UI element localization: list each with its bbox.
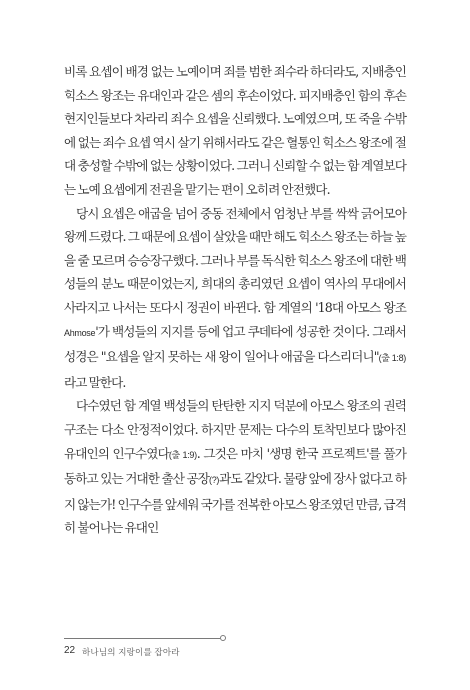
paragraph-1: 비록 요셉이 배경 없는 노예이며 죄를 범한 죄수라 하더라도, 지배층인 힉소스 왕조는 유대인과 같은 셈의 후손이었다. 피지배층인 함의 후손 현지인들보다 차라리 죄수 요셉을 신뢰했다. 노예였으며, 또 죽을 수밖에 없는 죄수 요셉 역시 살기 위해서라도 같은 혈통인 힉소스 왕조에 절대 충성할 수밖에 없는 상황이었다. 그러니 신뢰할 수 없는 함 계열보다는 노예 요셉에게 전권을 맡기는 편이 오히려 안전했다. [64,64,406,197]
paragraph-3-inline-small-1: (출 1:9) [168,449,197,460]
paragraph-3-text-after: . 그것은 마치 '생명 한국 프로젝트'를 풀가동하고 있는 거대한 출산 공장 [64,445,406,487]
footer-divider-end-circle-icon [220,635,226,641]
paragraph-2-text-middle: '가 백성들의 지지를 등에 업고 쿠데타에 성공한 것이다. 그래서 성경은 "요셉을 알지 못하는 새 왕이 일어나 애굽을 다스리더니" [64,323,406,365]
page-footer [64,632,228,662]
paragraph-2-text-before: 당시 요셉은 애굽을 넘어 중동 전체에서 엄청난 부를 싹싹 긁어모아 왕께 드렸다. 그 때문에 요셉이 살았을 때만 해도 힉소스 왕조는 하늘 높을 줄 모르며 승승장구했다. 그러나 부를 독식한 힉소스 왕조에 대한 백성들의 분노 때문이었는지, 희대의 총리였던 요셉이 역사의 무대에서 사라지고 나서는 또다시 정권이 바뀐다. 함 계열의 '18대 아모스 왕조 [64,205,406,315]
paragraph-3-inline-small-2: (?) [209,475,220,486]
body-text [64,60,406,540]
paragraph-2-text-after: 라고 말한다. [64,374,126,390]
footer-divider [64,638,220,639]
running-book-title: 하나님의 지랑이를 잡아라 [82,647,180,657]
paragraph-2-inline-small-1: Ahmose [64,327,96,338]
paragraph-3-text-before: 다수였던 함 계열 백성들의 탄탄한 지지 덕분에 아모스 왕조의 권력 구조는 다소 안정적이었다. 하지만 문제는 다수의 토착민보다 많아진 유대인의 인구수였다 [64,398,406,461]
paragraph-3 [64,394,406,540]
page-number: 22 [64,645,76,656]
paragraph-3-text-end: 과도 같았다. 물량 앞에 장사 없다고 하지 않는가! 인구수를 앞세워 국가를 전복한 아모스 왕조였던 만큼, 급격히 불어나는 유대인 [64,471,406,536]
paragraph-2-inline-small-2: (출 1:8) [378,353,407,364]
paragraph-2 [64,202,406,395]
